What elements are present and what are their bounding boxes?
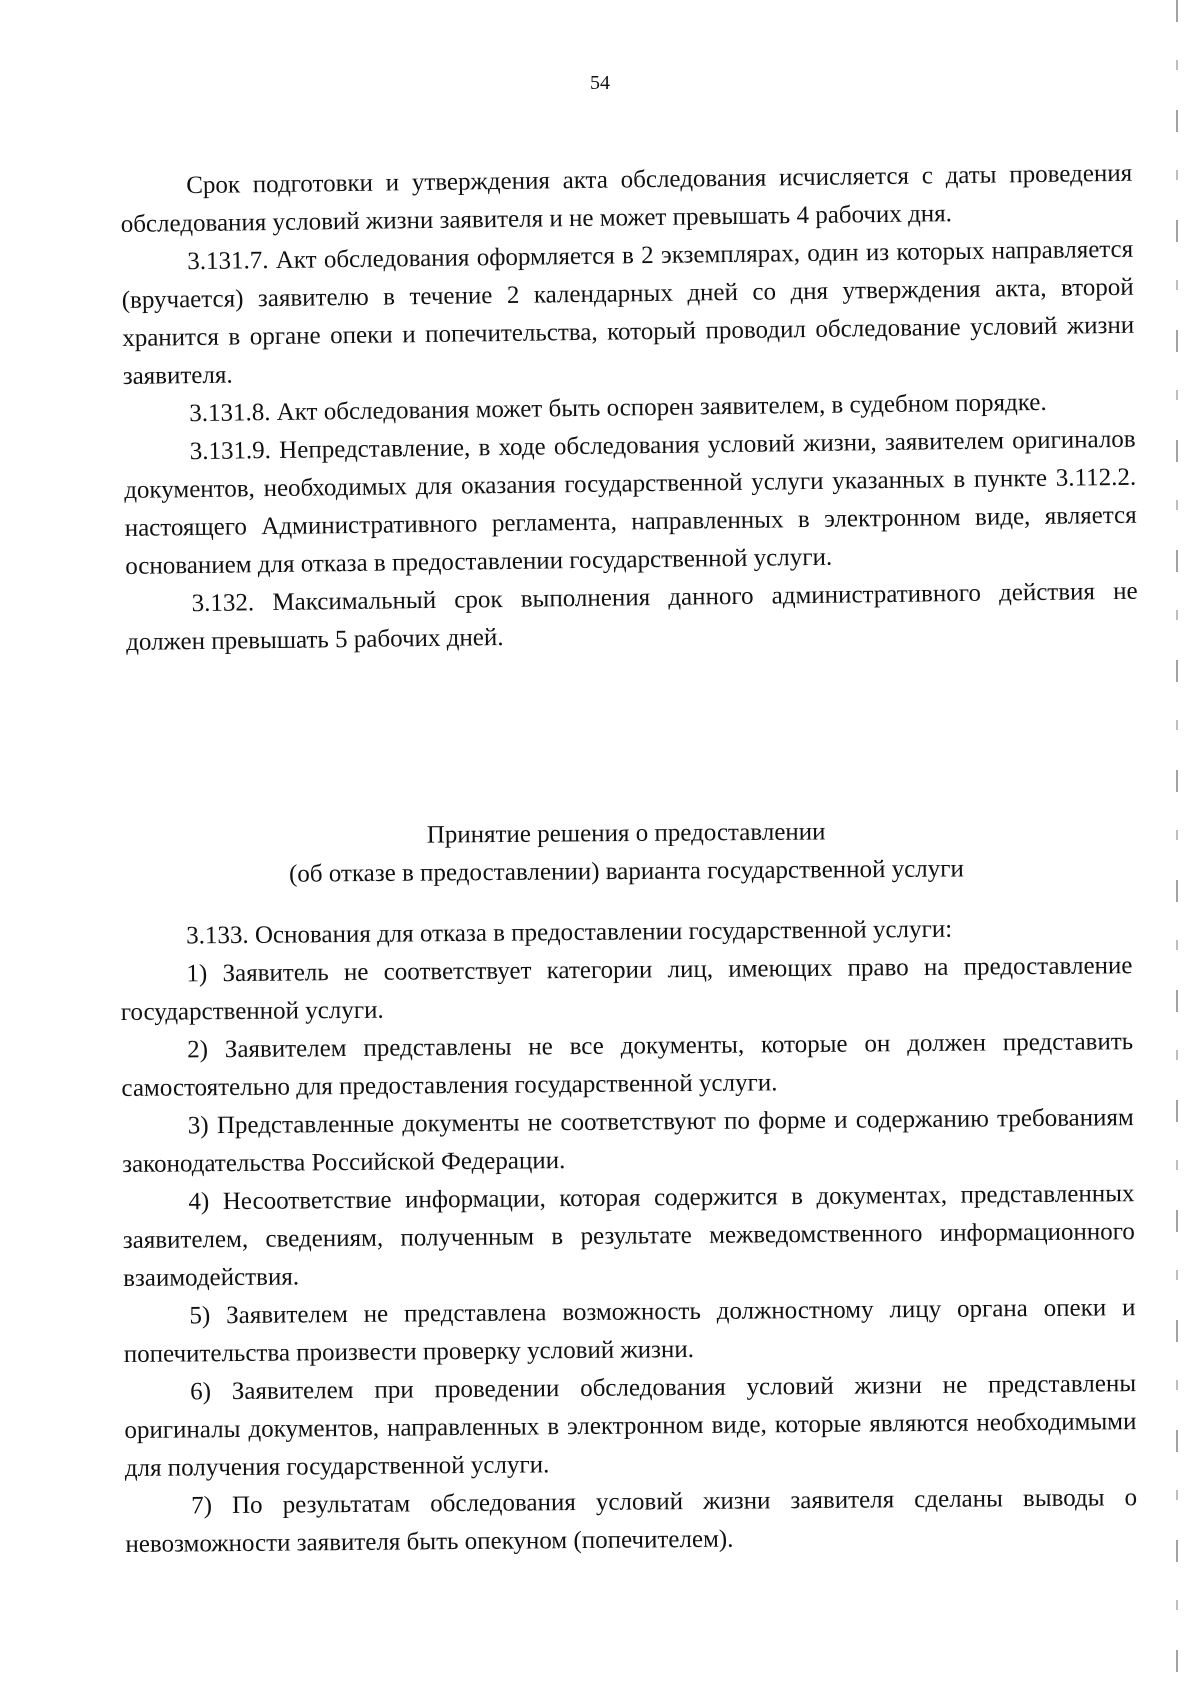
paragraph-3-132: 3.132. Максимальный срок выполнения данного административного действия не должен превышать 5 рабочих дней.: [126, 577, 1138, 656]
paragraph-act-preparation-term: Срок подготовки и утверждения акта обследования исчисляется с даты проведения обследования условий жизни заявителя и не может превышать 4 рабочих дня.: [120, 159, 1133, 238]
section-heading-line-1: Принятие решения о предоставлении: [426, 818, 826, 849]
text-block-procedure: [120, 155, 1138, 662]
page-number: 54: [590, 72, 610, 94]
list-item-ground-5: 5) Заявителем не представлена возможность должностному лицу органа опеки и попечительства произвести проверку условий жизни.: [123, 1294, 1136, 1368]
paragraph-3-133: 3.133. Основания для отказа в предоставлении государственной услуги:: [186, 915, 953, 950]
scan-edge-artifact: [1176, 0, 1178, 1696]
list-item-ground-7: 7) По результатам обследования условий жизни заявителя сделаны выводы о невозможности заявителя быть опекуном (попечителем).: [125, 1484, 1138, 1558]
paragraph-3-131-8: 3.131.8. Акт обследования может быть оспорен заявителем, в судебном порядке.: [189, 388, 1047, 428]
section-heading-line-2: (об отказе в предоставлении) варианта государственной услуги: [288, 855, 964, 888]
list-item-ground-1: 1) Заявитель не соответствует категории лиц, имеющих право на предоставление государственной услуги.: [120, 952, 1133, 1026]
section-heading: [120, 811, 1133, 895]
text-block-refusal-grounds: [120, 909, 1138, 1564]
list-item-ground-2: 2) Заявителем представлены не все документы, которые он должен представить самостоятельно для предоставления государственной услуги.: [121, 1028, 1134, 1102]
paragraph-3-131-7: 3.131.7. Акт обследования оформляется в 2 экземплярах, один из которых направляется (вручается) заявителю в течение 2 календарных дней со дня утверждения акта, второй хранится в органе опеки и попечительства, который проводил обследование условий жизни заявителя.: [121, 235, 1135, 390]
list-item-ground-6: 6) Заявителем при проведении обследования условий жизни не представлены оригиналы документов, направленных в электронном виде, которые являются необходимыми для получения государственной услуги.: [124, 1370, 1137, 1482]
paragraph-3-131-9: 3.131.9. Непредставление, в ходе обследования условий жизни, заявителем оригиналов документов, необходимых для оказания государственной услуги указанных в пункте 3.112.2. настоящего Административного регламента, направленных в электронном виде, является основанием для отказа в предоставлении государственной услуги.: [124, 425, 1137, 580]
list-item-ground-4: 4) Несоответствие информации, которая содержится в документах, представленных заявителем, сведениям, полученным в результате межведомственного информационного взаимодействия.: [122, 1180, 1135, 1292]
list-item-ground-3: 3) Представленные документы не соответствуют по форме и содержанию требованиям законодательства Российской Федерации.: [122, 1104, 1134, 1178]
